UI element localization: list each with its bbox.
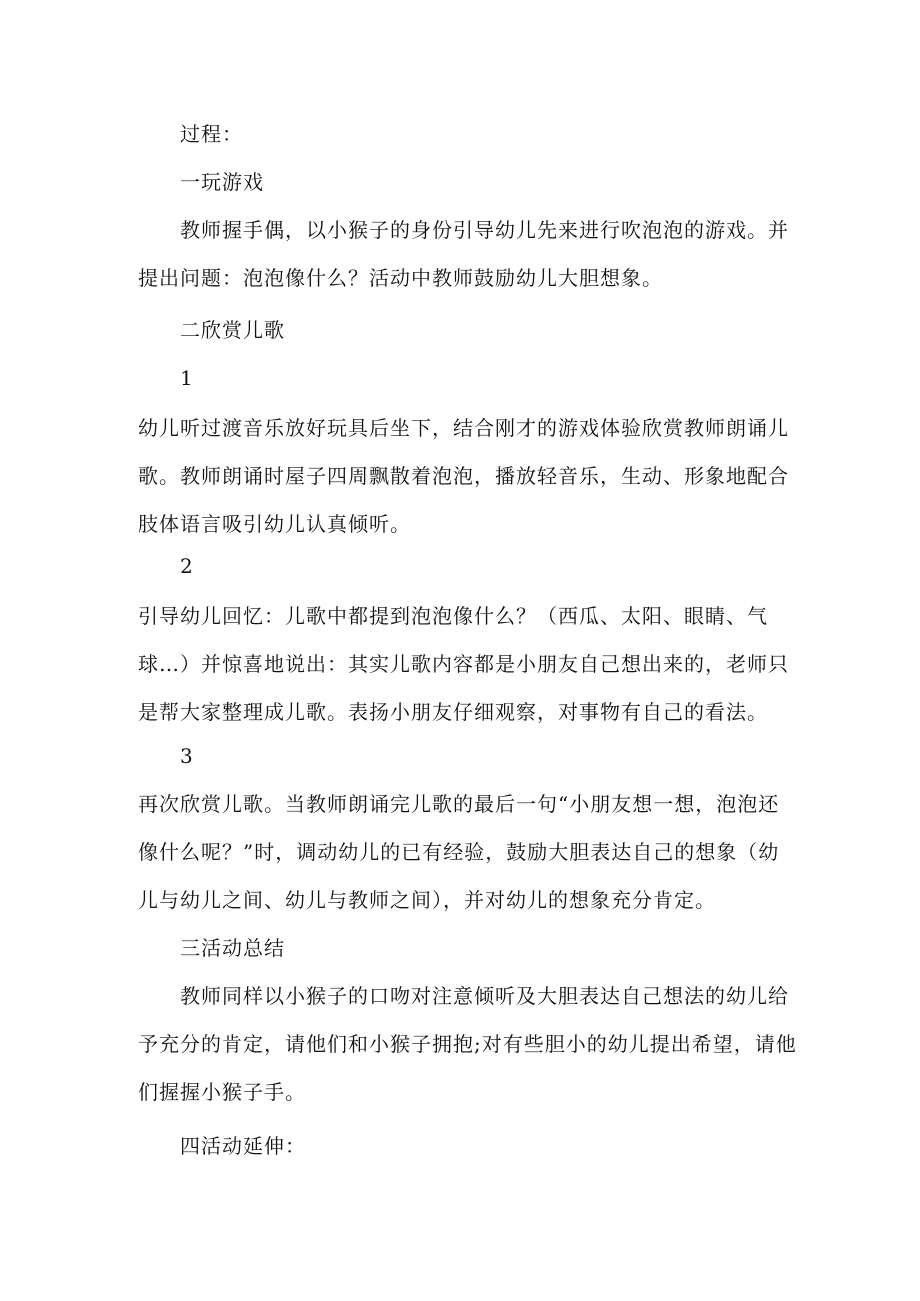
- paragraph-step-3: 再次欣赏儿歌。当教师朗诵完儿歌的最后一句“小朋友想一想，泡泡还像什么呢？”时，调动幼儿的已有经验，鼓励大胆表达自己的想象（幼儿与幼儿之间、幼儿与教师之间），并对幼儿的想象充分肯定。: [138, 792, 780, 912]
- paragraph-step-1: 幼儿听过渡音乐放好玩具后坐下，结合刚才的游戏体验欣赏教师朗诵儿歌。教师朗诵时屋子四周飘散着泡泡，播放轻音乐，生动、形象地配合肢体语言吸引幼儿认真倾听。: [138, 416, 789, 536]
- paragraph-process-heading: 过程：: [180, 122, 243, 146]
- step-number-3: 3: [180, 744, 193, 768]
- section-heading-extension: 四活动延伸：: [180, 1134, 306, 1158]
- section-heading-summary: 三活动总结: [180, 936, 285, 960]
- section-heading-play-game: 一玩游戏: [180, 170, 264, 194]
- paragraph-play-game: 教师握手偶，以小猴子的身份引导幼儿先来进行吹泡泡的游戏。并提出问题：泡泡像什么？活动中教师鼓励幼儿大胆想象。: [138, 218, 789, 290]
- paragraph-summary: 教师同样以小猴子的口吻对注意倾听及大胆表达自己想法的幼儿给予充分的肯定，请他们和小猴子拥抱;对有些胆小的幼儿提出希望，请他们握握小猴子手。: [138, 984, 797, 1104]
- paragraph-step-2: 引导幼儿回忆：儿歌中都提到泡泡像什么？（西瓜、太阳、眼睛、气球…）并惊喜地说出：其实儿歌内容都是小朋友自己想出来的，老师只是帮大家整理成儿歌。表扬小朋友仔细观察，对事物有自己的看法。: [138, 604, 789, 724]
- step-number-1: 1: [180, 366, 193, 390]
- section-heading-appreciate-song: 二欣赏儿歌: [180, 318, 285, 342]
- step-number-2: 2: [180, 554, 193, 578]
